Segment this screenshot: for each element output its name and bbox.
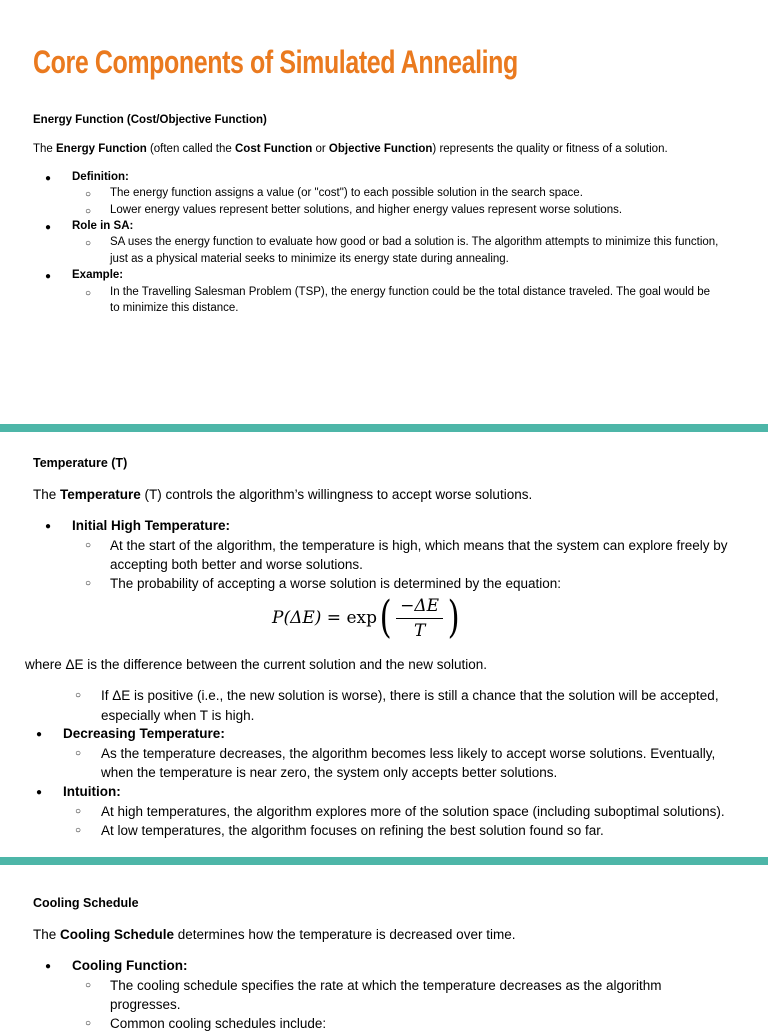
formula-eq: = exp <box>321 608 377 628</box>
positive-line: If ΔE is positive (i.e., the new solution is worse), there is still a chance that the solution will be accepted, <box>101 688 719 703</box>
probability-line: The probability of accepting a worse solution is determined by the equation: <box>110 576 562 591</box>
example-line: In the Travelling Salesman Problem (TSP), the energy function could be the total distance traveled. The goal would be <box>110 286 711 298</box>
positive-line: especially when T is high. <box>101 708 255 723</box>
decreasing-label: Decreasing Temperature: <box>63 726 225 741</box>
page-title: Core Components of Simulated Annealing <box>33 44 518 80</box>
left-paren-icon: ( <box>379 592 392 643</box>
sub-bullet-icon: ○ <box>85 980 92 991</box>
bullet-icon: ● <box>45 961 52 972</box>
bullet-icon: ● <box>45 222 52 233</box>
energy-intro: The Energy Function (often called the Cost Function or Objective Function) represents the quality or fitness of a solution. <box>33 143 668 155</box>
intuition-item: At low temperatures, the algorithm focuses on refining the best solution found so far. <box>101 823 604 838</box>
bullet-icon: ● <box>36 729 43 740</box>
example-line: to minimize this distance. <box>110 302 239 314</box>
where-line: where ΔE is the difference between the current solution and the new solution. <box>25 657 488 672</box>
cooling-function-label: Cooling Function: <box>72 958 188 973</box>
section-divider <box>0 424 768 432</box>
temperature-intro: The Temperature (T) controls the algorithm’s willingness to accept worse solutions. <box>33 487 533 502</box>
temperature-heading: Temperature (T) <box>33 456 128 470</box>
definition-item: The energy function assigns a value (or "cost") to each possible solution in the search space. <box>110 187 583 199</box>
formula-numerator: −ΔE <box>396 596 443 619</box>
role-line: just as a physical material seeks to minimize its energy state during annealing. <box>110 253 509 265</box>
sub-bullet-icon: ○ <box>85 578 92 589</box>
sub-bullet-icon: ○ <box>85 1018 92 1029</box>
intuition-label: Intuition: <box>63 784 121 799</box>
sub-bullet-icon: ○ <box>75 690 82 701</box>
decreasing-line: As the temperature decreases, the algorithm becomes less likely to accept worse solutions. Eventually, <box>101 746 716 761</box>
right-paren-icon: ) <box>447 592 460 643</box>
bullet-icon: ● <box>45 173 52 184</box>
bullet-icon: ● <box>45 271 52 282</box>
definition-item: Lower energy values represent better solutions, and higher energy values represent worse solutions. <box>110 204 623 216</box>
formula-lhs: P(ΔE) <box>272 608 322 628</box>
initial-label: Initial High Temperature: <box>72 518 231 533</box>
intuition-item: At high temperatures, the algorithm explores more of the solution space (including suboptimal solutions). <box>101 804 725 819</box>
energy-heading: Energy Function (Cost/Objective Function) <box>33 114 267 126</box>
cooling-intro: The Cooling Schedule determines how the temperature is decreased over time. <box>33 927 516 942</box>
role-line: SA uses the energy function to evaluate how good or bad a solution is. The algorithm attempts to minimize this function, <box>110 236 719 248</box>
formula-denominator: T <box>413 620 426 641</box>
sub-bullet-icon: ○ <box>85 238 92 249</box>
cooling-heading: Cooling Schedule <box>33 896 139 910</box>
definition-label: Definition: <box>72 171 129 183</box>
sub-bullet-icon: ○ <box>75 825 82 836</box>
sub-bullet-icon: ○ <box>85 540 92 551</box>
decreasing-line: when the temperature is near zero, the system only accepts better solutions. <box>101 765 558 780</box>
bullet-icon: ● <box>45 521 52 532</box>
initial-line: accepting both better and worse solutions. <box>110 557 363 572</box>
bullet-icon: ● <box>36 787 43 798</box>
sub-bullet-icon: ○ <box>85 189 92 200</box>
sub-bullet-icon: ○ <box>85 288 92 299</box>
common-schedules-line: Common cooling schedules include: <box>110 1016 327 1031</box>
sub-bullet-icon: ○ <box>75 806 82 817</box>
sub-bullet-icon: ○ <box>85 206 92 217</box>
initial-line: At the start of the algorithm, the temperature is high, which means that the system can explore freely by <box>110 538 728 553</box>
section-divider <box>0 857 768 865</box>
formula-fraction <box>396 596 443 641</box>
acceptance-formula <box>272 594 462 642</box>
role-label: Role in SA: <box>72 220 134 232</box>
sub-bullet-icon: ○ <box>75 748 82 759</box>
cooling-function-line: The cooling schedule specifies the rate at which the temperature decreases as the algorithm <box>110 978 662 993</box>
example-label: Example: <box>72 269 124 281</box>
cooling-function-line: progresses. <box>110 997 181 1012</box>
